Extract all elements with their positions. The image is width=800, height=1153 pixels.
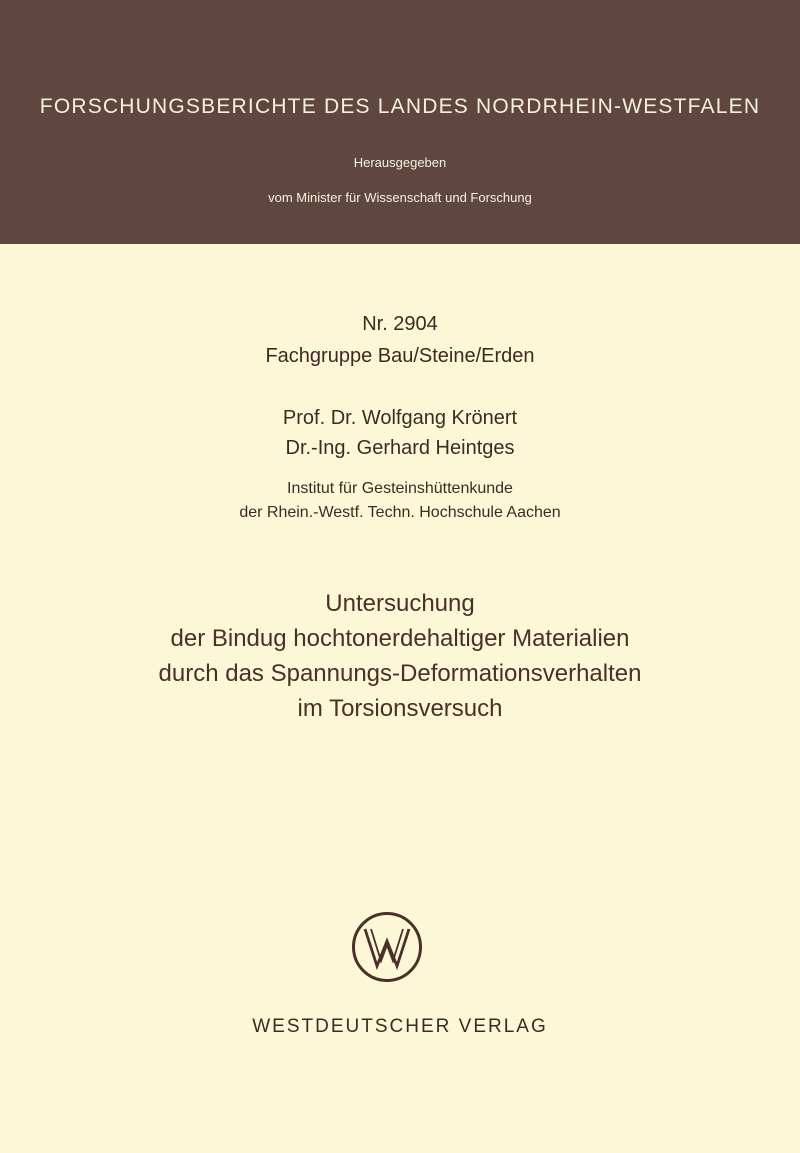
- report-title-line: der Bindug hochtonerdehaltiger Materialien: [170, 625, 630, 652]
- series-header: [0, 0, 800, 244]
- report-title-line: durch das Spannungs-Deformationsverhalten: [158, 660, 642, 687]
- series-title: FORSCHUNGSBERICHTE DES LANDES NORDRHEIN-WESTFALEN: [39, 95, 761, 118]
- institute-line: Institut für Gesteinshüttenkunde: [287, 480, 513, 497]
- report-title: [0, 586, 800, 726]
- ministry-text: vom Minister für Wissenschaft und Forschung: [268, 190, 532, 205]
- report-title-line: Untersuchung: [325, 590, 475, 617]
- publication-group: Fachgruppe Bau/Steine/Erden: [265, 345, 535, 367]
- author-name: Prof. Dr. Wolfgang Krönert: [282, 407, 518, 429]
- publication-number: Nr. 2904: [362, 313, 438, 335]
- author-name: Dr.-Ing. Gerhard Heintges: [285, 437, 515, 459]
- institute-line: der Rhein.-Westf. Techn. Hochschule Aachen: [239, 504, 561, 521]
- report-title-line: im Torsionsversuch: [297, 695, 503, 722]
- publisher-name: WESTDEUTSCHER VERLAG: [252, 1016, 548, 1037]
- publisher-logo-icon: [351, 911, 423, 983]
- edited-by-text: Herausgegeben: [353, 155, 447, 170]
